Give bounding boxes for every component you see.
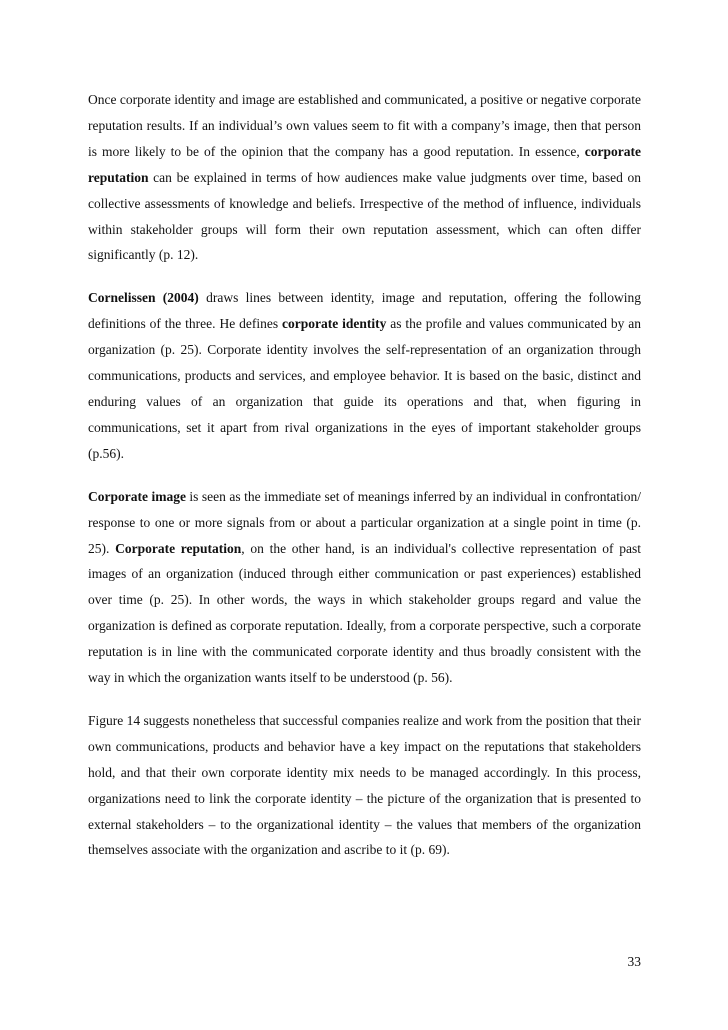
text-run: draws lines between identity, image and reputation, offering the following definitions of the three. He defines [88, 290, 641, 332]
text-run: as the profile and values communicated by an organization (p. 25). Corporate identity involves the self-representation of an organization through communications, products and services, and employee behavior. It is based on the basic, distinct and enduring values of an organization that guide its operations and that, when figuring in communications, set it apart from rival organizations in the eyes of important stakeholder groups (p.56). [88, 316, 641, 461]
text-run: Figure 14 suggests nonetheless that successful companies realize and work from the position that their own communications, products and behavior have a key impact on the reputations that stakeholders hold, and that their own corporate identity mix needs to be managed accordingly. In this process, organizations need to link the corporate identity – the picture of the organization that is presented to external stakeholders – to the organizational identity – the values that members of the organization themselves associate with the organization and ascribe to it (p. 69). [88, 712, 641, 858]
bold-term: Corporate image [88, 488, 186, 504]
text-run: can be explained in terms of how audiences make value judgments over time, based on collective assessments of knowledge and beliefs. Irrespective of the method of influence, individuals within stakeholder groups will form their own reputation assessment, which can often differ significantly (p. 12). [88, 169, 641, 263]
paragraph [88, 708, 641, 863]
paragraph [88, 87, 641, 268]
paragraph [88, 285, 641, 466]
paragraph [88, 484, 641, 691]
bold-term: corporate reputation [88, 143, 641, 185]
body-text [88, 87, 641, 880]
text-run: is seen as the immediate set of meanings inferred by an individual in confrontation/ response to one or more signals from or about a particular organization at a single point in time (p. 25). [88, 488, 641, 556]
bold-term: Corporate reputation [115, 540, 242, 556]
text-run: , on the other hand, is an individual's collective representation of past images of an organization (induced through either communication or past experiences) established over time (p. 25). In other words, the ways in which stakeholder groups regard and value the organization is defined as corporate reputation. Ideally, from a corporate perspective, such a corporate reputation is in line with the communicated corporate identity and thus broadly consistent with the way in which the organization wants itself to be understood (p. 56). [88, 540, 641, 686]
bold-term: Cornelissen (2004) [88, 290, 199, 306]
text-run: Once corporate identity and image are established and communicated, a positive or negative corporate reputation results. If an individual’s own values seem to fit with a company’s image, then that person is more likely to be of the opinion that the company has a good reputation. In essence, [88, 92, 641, 159]
bold-term: corporate identity [281, 316, 387, 332]
page-number: 33 [627, 954, 641, 969]
